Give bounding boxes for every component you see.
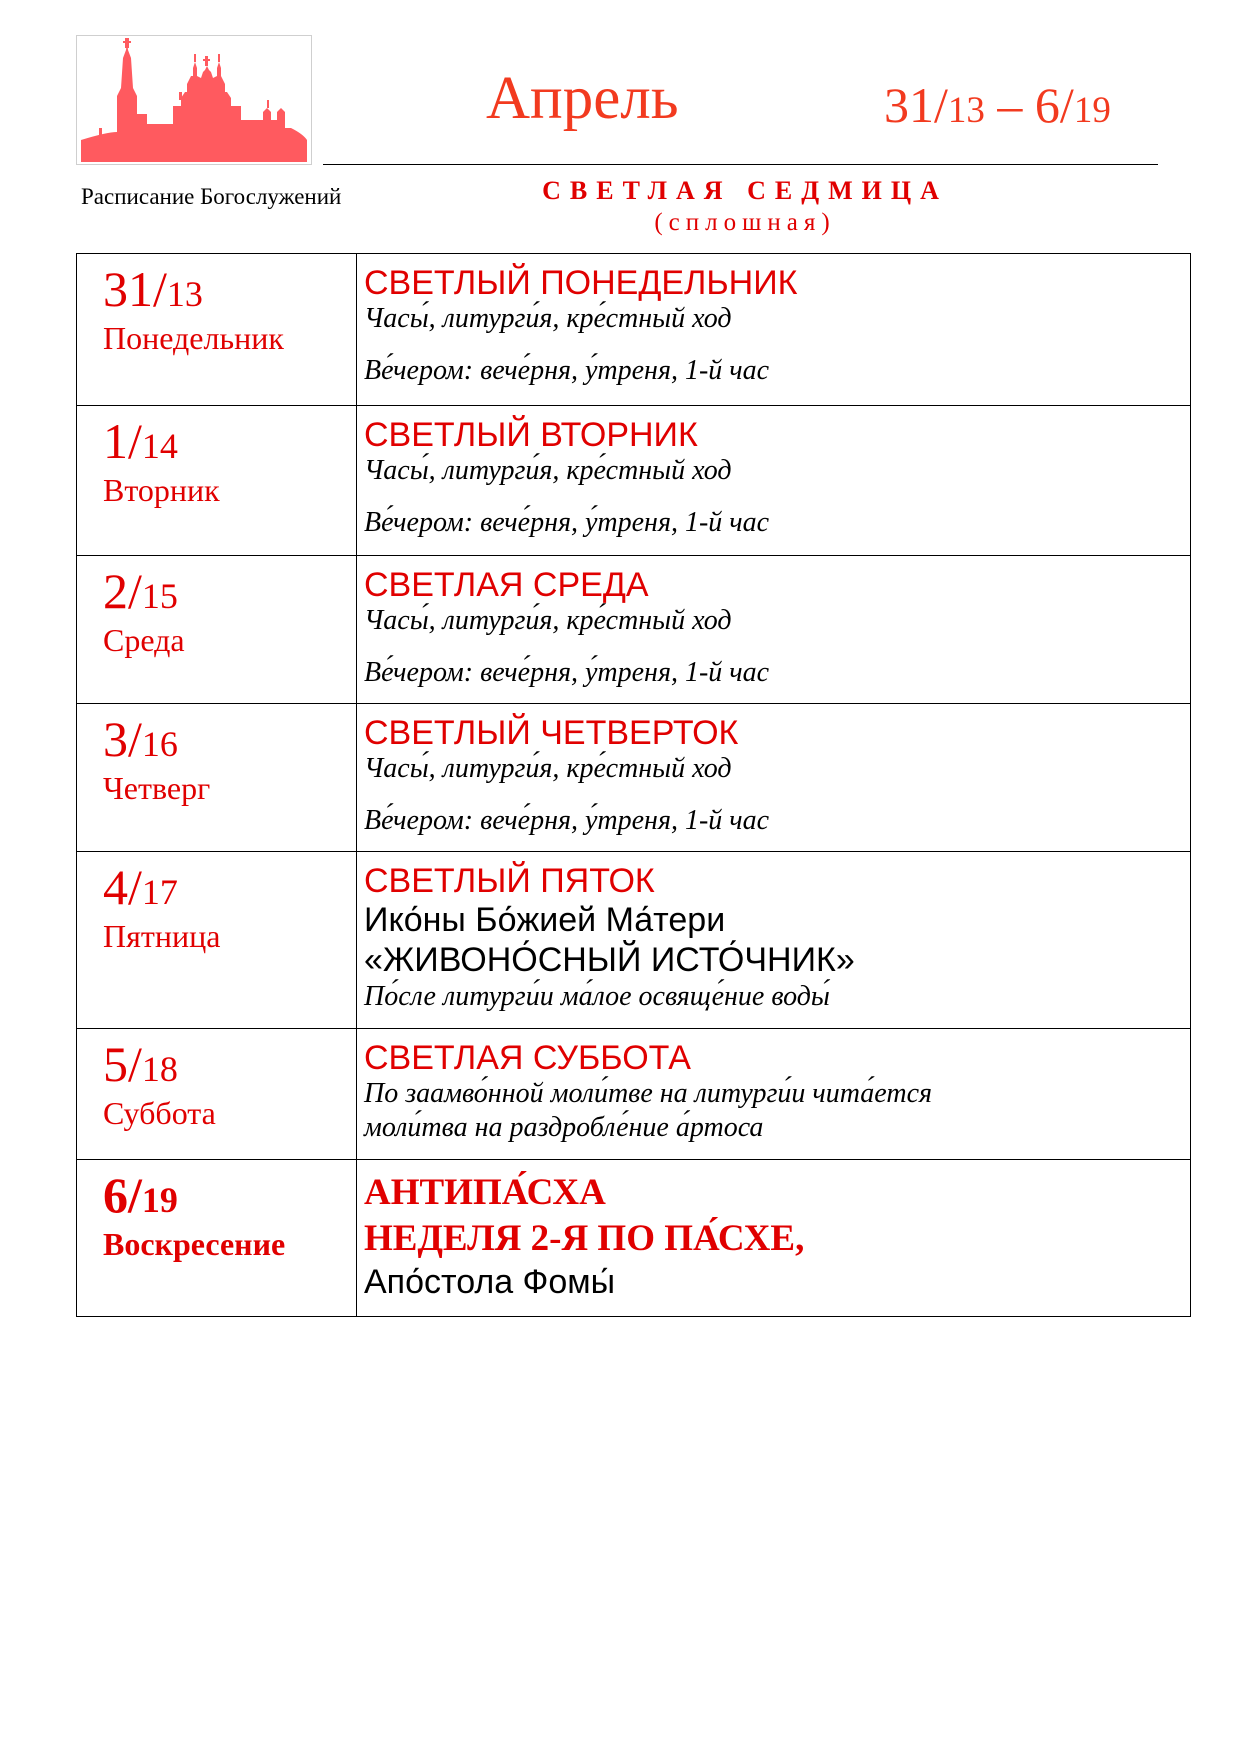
service-cell	[357, 1160, 1191, 1317]
icon-feast-line: Ико́ны Бо́жией Ма́тери	[364, 901, 726, 939]
date-number: 2/15	[103, 563, 178, 619]
date-number: 4/17	[103, 859, 178, 915]
icon-feast-name: «ЖИВОНО́СНЫЙ ИСТО́ЧНИК»	[364, 941, 855, 979]
service-cell	[357, 254, 1191, 406]
header-divider	[323, 164, 1158, 165]
weekday-name: Четверг	[103, 770, 211, 806]
church-silhouette-icon	[77, 36, 311, 164]
feast-title: СВЕТЛЫЙ ПОНЕДЕЛЬНИК	[364, 264, 798, 302]
table-row	[77, 254, 1191, 406]
date-number: 6/19	[103, 1167, 178, 1223]
date-range	[884, 77, 1111, 133]
weekday-name: Вторник	[103, 472, 220, 508]
feast-subtitle: НЕДЕЛЯ 2-Я ПО ПА́СХЕ,	[364, 1218, 805, 1259]
service-line: Часы́, литурги́я, кре́стный ход	[364, 455, 732, 486]
table-row	[77, 406, 1191, 556]
feast-title: СВЕТЛАЯ СУББОТА	[364, 1039, 691, 1077]
month-title: Апрель	[486, 65, 679, 132]
table-row	[77, 1029, 1191, 1160]
evening-line: Ве́чером: вече́рня, у́треня, 1-й час	[364, 355, 770, 386]
schedule-label: Расписание Богослужений	[81, 184, 342, 209]
service-cell	[357, 852, 1191, 1029]
table-row	[77, 1160, 1191, 1317]
range-old-start: 31/	[884, 77, 948, 133]
date-number: 3/16	[103, 711, 178, 767]
church-logo	[76, 35, 312, 165]
date-cell	[77, 704, 357, 852]
week-title: СВЕТЛАЯ СЕДМИЦА	[542, 176, 948, 205]
service-cell	[357, 556, 1191, 704]
service-cell	[357, 704, 1191, 852]
service-cell	[357, 406, 1191, 556]
range-old-end: 6/	[1034, 77, 1074, 133]
date-cell	[77, 254, 357, 406]
date-cell	[77, 852, 357, 1029]
range-new-start: 13	[947, 90, 985, 131]
note-line: По заамво́нной моли́тве на литурги́и чита́ется	[364, 1078, 933, 1109]
range-new-end: 19	[1073, 90, 1111, 131]
feast-title: СВЕТЛЫЙ ВТОРНИК	[364, 416, 698, 454]
date-cell	[77, 556, 357, 704]
date-number: 1/14	[103, 413, 178, 469]
feast-title: СВЕТЛЫЙ ЧЕТВЕРТОК	[364, 714, 739, 752]
saint-line: Апо́стола Фомы́	[364, 1263, 616, 1301]
weekday-name: Пятница	[103, 918, 221, 954]
evening-line: Ве́чером: вече́рня, у́треня, 1-й час	[364, 657, 770, 688]
weekday-name: Суббота	[103, 1095, 216, 1131]
date-cell	[77, 1029, 357, 1160]
date-cell	[77, 406, 357, 556]
service-line: Часы́, литурги́я, кре́стный ход	[364, 753, 732, 784]
weekday-name: Воскресение	[103, 1226, 286, 1262]
evening-line: Ве́чером: вече́рня, у́треня, 1-й час	[364, 805, 770, 836]
feast-title: СВЕТЛАЯ СРЕДА	[364, 566, 649, 604]
date-cell	[77, 1160, 357, 1317]
weekday-name: Понедельник	[103, 320, 284, 356]
feast-title: АНТИПА́СХА	[364, 1172, 606, 1213]
service-line: Часы́, литурги́я, кре́стный ход	[364, 605, 732, 636]
evening-line: Ве́чером: вече́рня, у́треня, 1-й час	[364, 507, 770, 538]
date-number: 31/13	[103, 261, 203, 317]
table-row	[77, 852, 1191, 1029]
feast-title: СВЕТЛЫЙ ПЯТОК	[364, 862, 655, 900]
week-subtitle: (сплошная)	[654, 209, 836, 236]
weekday-name: Среда	[103, 622, 185, 658]
service-line: Часы́, литурги́я, кре́стный ход	[364, 303, 732, 334]
range-dash: –	[984, 77, 1035, 133]
note-line: моли́тва на раздробле́ние а́ртоса	[364, 1112, 764, 1143]
table-row	[77, 704, 1191, 852]
table-row	[77, 556, 1191, 704]
service-cell	[357, 1029, 1191, 1160]
note-line: По́сле литурги́и ма́лое освяще́ние воды́	[364, 981, 830, 1012]
date-number: 5/18	[103, 1036, 178, 1092]
schedule-table	[76, 253, 1191, 1317]
